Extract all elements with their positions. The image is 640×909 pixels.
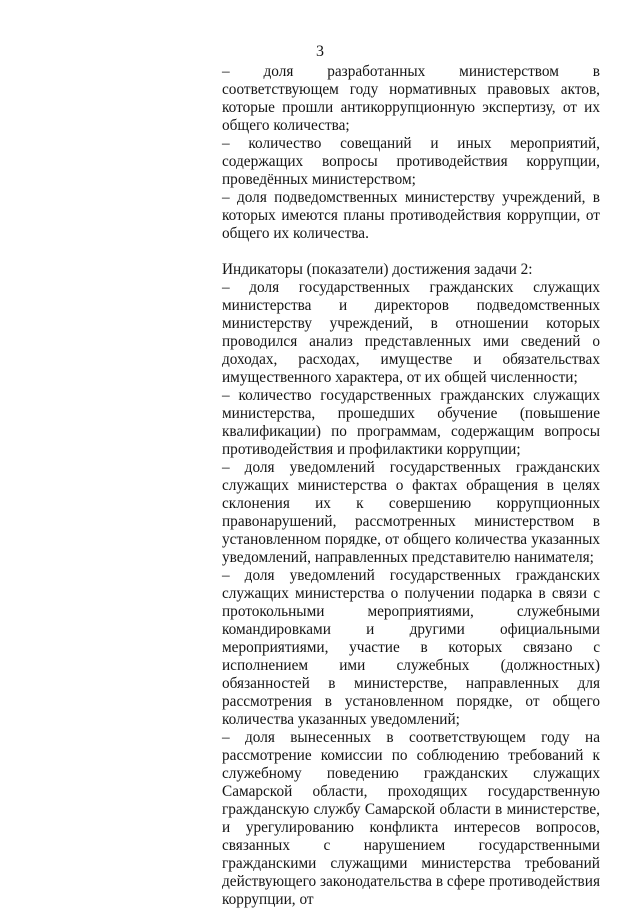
list-item: – количество совещаний и иных мероприятий, содержащих вопросы противодействия коррупции, проведённых министерством; (222, 135, 600, 188)
list-item: – доля государственных гражданских служащих министерства и директоров подведомственных министерству учреждений, в отношении которых проводился анализ представленных ими сведений о доходах, расходах, имуществе и обязательствах имущественного характера, от их общей численности; (222, 279, 600, 386)
list-item: – доля вынесенных в соответствующем году на рассмотрение комиссии по соблюдению требований к служебному поведению гражданских служащих Самарской области, проходящих государственную гражданскую службу Самарской области в министерстве, и урегулированию конфликта интересов вопросов, связанных с нарушением государственными гражданскими служащими министерства требований действующего законодательства в сфере противодействия коррупции, от (222, 729, 600, 908)
list-item: – количество государственных гражданских служащих министерства, прошедших обучение (повышение квалификации) по программам, содержащим вопросы противодействия и профилактики коррупции; (222, 387, 600, 458)
list-item: – доля разработанных министерством в соответствующем году нормативных правовых актов, которые прошли антикоррупционную экспертизу, от их общего количества; (222, 63, 600, 134)
section-heading: Индикаторы (показатели) достижения задачи 2: (222, 261, 533, 278)
list-item: – доля подведомственных министерству учреждений, в которых имеются планы противодействия коррупции, от общего их количества. (222, 189, 600, 242)
list-item: – доля уведомлений государственных гражданских служащих министерства о фактах обращения в целях склонения их к совершению коррупционных правонарушений, рассмотренных министерством в установленном порядке, от общего количества указанных уведомлений, направленных представителю нанимателя; (222, 459, 600, 566)
document-body (222, 63, 600, 909)
page-number: 3 (316, 43, 324, 60)
list-item: – доля уведомлений государственных гражданских служащих министерства о получении подарка в связи с протокольными мероприятиями, служебными командировками и другими официальными мероприятиями, участие в которых связано с исполнением ими служебных (должностных) обязанностей в министерстве, направленных для рассмотрения в установленном порядке, от общего количества указанных уведомлений; (222, 567, 600, 728)
